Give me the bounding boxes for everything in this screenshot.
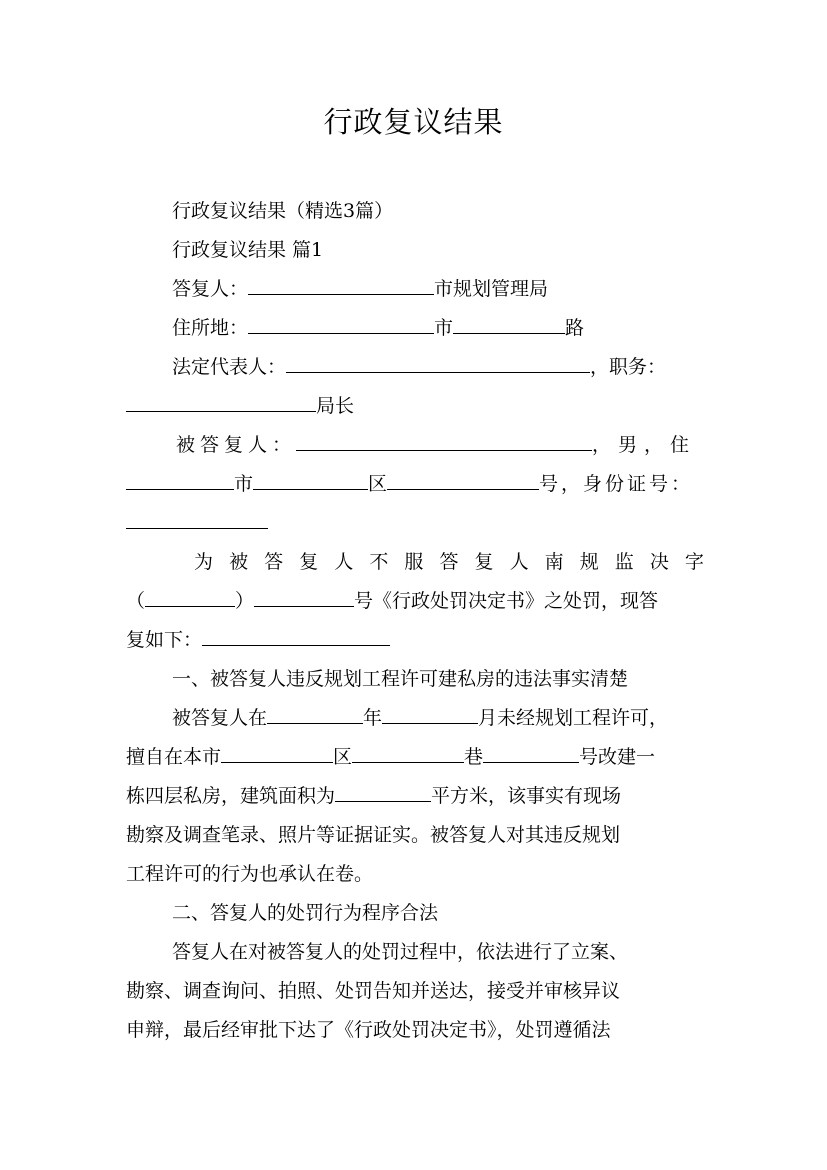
paragraph-3-line-2: 勘察、调查询问、拍照、处罚告知并送达，接受并审核异议 (126, 980, 621, 1002)
blank-field (126, 504, 268, 529)
city-text: 市 (234, 473, 254, 495)
paragraph-1-line-2 (126, 582, 827, 621)
text: 区 (333, 746, 353, 768)
text: 号改建一 (579, 746, 656, 768)
blank-field (483, 738, 579, 763)
heading-1: 一、被答复人违反规划工程许可建私房的违法事实清楚 (172, 668, 629, 690)
blank-field (296, 426, 592, 451)
paragraph-2-line-4: 勘察及调查笔录、照片等证据证实。被答复人对其违反规划 (126, 824, 621, 846)
paragraph-1-char: 复 (474, 551, 494, 573)
blank-field (382, 699, 478, 724)
blank-field (221, 738, 333, 763)
paren-open: （ (126, 590, 146, 612)
blank-field (254, 582, 354, 607)
text: 被答复人在 (172, 707, 268, 729)
paragraph-1-char: 不 (369, 551, 389, 573)
paragraph-1-char: 答 (264, 551, 284, 573)
paragraph-1-char: 为 (194, 551, 214, 573)
paren-close: ） (235, 590, 255, 612)
blank-field (267, 699, 363, 724)
paragraph-1-char: 南 (544, 551, 564, 573)
blank-field (352, 738, 464, 763)
district-text: 区 (368, 473, 388, 495)
year-text: 年 (363, 707, 383, 729)
paragraph-1-char: 决 (649, 551, 669, 573)
text: 月未经规划工程许可， (478, 707, 669, 729)
text: 擅自在本市 (126, 746, 222, 768)
legal-rep-label: 法定代表人： (172, 356, 287, 378)
heading-2: 二、答复人的处罚行为程序合法 (172, 902, 439, 924)
blank-field (453, 309, 565, 334)
position-value: 局长 (316, 395, 355, 417)
blank-field (248, 309, 434, 334)
paragraph-1-char: 被 (229, 551, 249, 573)
legal-rep-line (172, 348, 827, 387)
paragraph-1-char: 规 (579, 551, 599, 573)
address-label: 住所地： (172, 317, 249, 339)
respondent-line (172, 270, 827, 309)
paragraph-2-line-5: 工程许可的行为也承认在卷。 (126, 863, 374, 885)
paragraph-1-char: 答 (439, 551, 459, 573)
paragraph-1-line-1 (194, 543, 704, 582)
paragraph-1-char: 人 (334, 551, 354, 573)
text: 平方米，该事实有现场 (431, 785, 622, 807)
gender-text: ，男，住 (592, 434, 697, 456)
blank-field (248, 270, 434, 295)
paragraph-1-char: 监 (614, 551, 634, 573)
address-line (172, 309, 827, 348)
id-label: 号，身份证号： (539, 473, 694, 495)
blank-field (126, 387, 316, 412)
blank-field (335, 777, 431, 802)
id-line (126, 504, 827, 543)
blank-field (286, 348, 590, 373)
blank-field (253, 465, 368, 490)
paragraph-1-char: 服 (404, 551, 424, 573)
applicant-line (176, 426, 827, 465)
paragraph-1-line-3 (126, 621, 827, 660)
paragraph-2-line-3 (126, 777, 827, 816)
position-label: ，职务： (590, 356, 667, 378)
position-line (126, 387, 827, 426)
document-title: 行政复议结果 (323, 105, 504, 139)
road-text: 路 (565, 317, 585, 339)
paragraph-3-line-1: 答复人在对被答复人的处罚过程中，依法进行了立案、 (172, 941, 629, 963)
respondent-label: 答复人： (172, 278, 249, 300)
section-heading: 行政复议结果 篇1 (172, 239, 324, 261)
paragraph-1-tail: 号《行政处罚决定书》之处罚，现答 (354, 590, 659, 612)
blank-field (145, 582, 235, 607)
applicant-label: 被答复人： (176, 434, 297, 456)
paragraph-1-char: 人 (509, 551, 529, 573)
text: 栋四层私房，建筑面积为 (126, 785, 336, 807)
paragraph-1-line-3-text: 复如下： (126, 629, 203, 651)
applicant-address-line (126, 465, 827, 504)
intro-line: 行政复议结果（精选3篇） (172, 200, 394, 222)
blank-field (387, 465, 539, 490)
blank-field (202, 621, 390, 646)
respondent-suffix: 市规划管理局 (434, 278, 549, 300)
blank-field (126, 465, 234, 490)
text: 巷 (464, 746, 484, 768)
paragraph-2-line-2 (126, 738, 827, 777)
paragraph-1-char: 字 (684, 551, 704, 573)
paragraph-3-line-3: 申辩，最后经审批下达了《行政处罚决定书》，处罚遵循法 (126, 1019, 611, 1041)
paragraph-2-line-1 (172, 699, 827, 738)
city-text: 市 (434, 317, 454, 339)
paragraph-1-char: 复 (299, 551, 319, 573)
